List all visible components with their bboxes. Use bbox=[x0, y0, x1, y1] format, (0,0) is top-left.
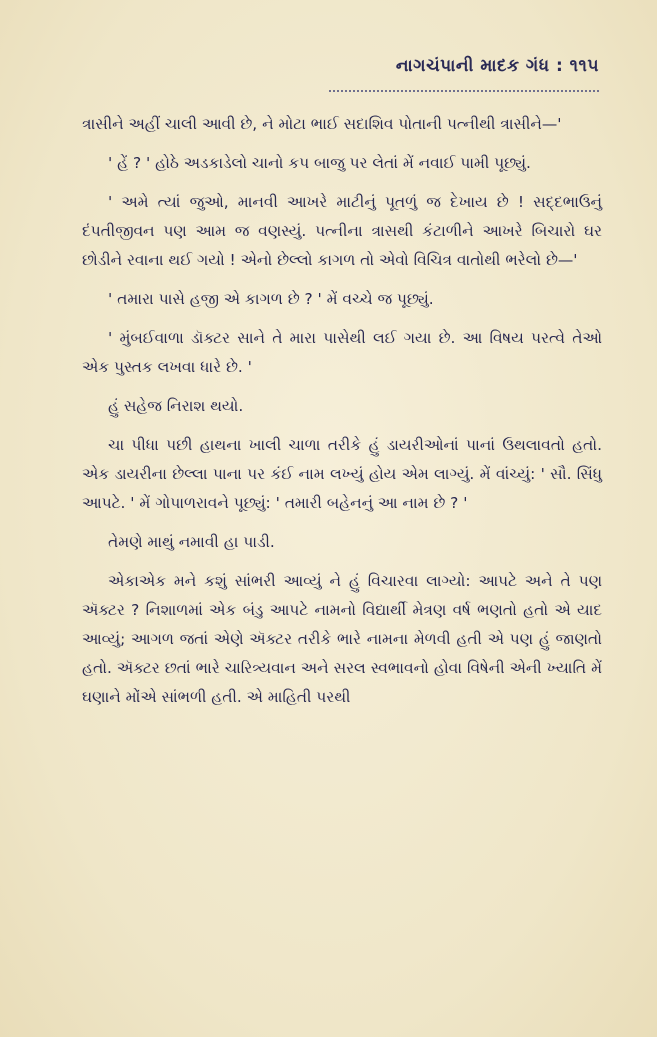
paragraph-5: ' મુંબઈવાળા ડૉક્ટર સાને તે મારા પાસેથી લઈ ગયા છે. આ વિષય પરત્વે તેઓ એક પુસ્તક લખવા ધારે છે. ' bbox=[82, 329, 602, 376]
paragraph-1: ત્રાસીને અહીં ચાલી આવી છે, ને મોટા ભાઈ સદાશિવ પોતાની પત્નીથી ત્રાસીને—' bbox=[82, 115, 562, 133]
paragraph-6: હું સહેજ નિરાશ થયો. bbox=[108, 397, 244, 415]
paragraph-7: ચા પીધા પછી હાથના ખાલી ચાળા તરીકે હું ડાયરીઓનાં પાનાં ઉથલાવતો હતો. એક ડાયરીના છેલ્લા પાના પર કંઈ નામ લખ્યું હોય એમ લાગ્યું. મેં વાંચ્યું: ' સૌ. સિંધુ આપટે. ' મેં ગોપાળરાવને પૂછ્યું: ' તમારી બહેનનું આ નામ છે ? ' bbox=[82, 436, 602, 512]
body-text bbox=[82, 110, 602, 722]
running-head-rule bbox=[329, 86, 599, 92]
paragraph-4: ' તમારા પાસે હજી એ કાગળ છે ? ' મેં વચ્ચે જ પૂછ્યું. bbox=[108, 290, 434, 308]
paragraph-2: ' હેં ? ' હોઠે અડકાડેલો ચાનો કપ બાજુ પર લેતાં મેં નવાઈ પામી પૂછ્યું. bbox=[108, 154, 531, 172]
paragraph-8: તેમણે માથું નમાવી હા પાડી. bbox=[108, 533, 275, 551]
running-head: નાગચંપાની માદક ગંધ : ૧૧૫ bbox=[395, 56, 599, 76]
paragraph-3: ' અમે ત્યાં જુઓ, માનવી આખરે માટીનું પૂતળું જ દેખાય છે ! સદ્દભાઉનું દંપતીજીવન પણ આમ જ વણસ્યું. પત્નીના ત્રાસથી કંટાળીને આખરે બિચારો ઘર છોડીને રવાના થઈ ગયો ! એનો છેલ્લો કાગળ તો એવો વિચિત્ર વાતોથી ભરેલો છે—' bbox=[82, 193, 602, 269]
paragraph-9: એકાએક મને કશું સાંભરી આવ્યું ને હું વિચારવા લાગ્યો: આપટે અને તે પણ ઍક્ટર ? નિશાળમાં એક બંડુ આપટે નામનો વિદ્યાર્થી મેત્રણ વર્ષ ભણતો હતો એ યાદ આવ્યું; આગળ જતાં એણે ઍક્ટર તરીકે ભારે નામના મેળવી હતી એ પણ હું જાણતો હતો. ઍક્ટર છતાં ભારે ચારિત્ર્યવાન અને સરલ સ્વભાવનો હોવા વિષેની એની ખ્યાતિ મેં ઘણાને મોંએ સાંભળી હતી. એ માહિતી પરથી bbox=[82, 572, 602, 706]
